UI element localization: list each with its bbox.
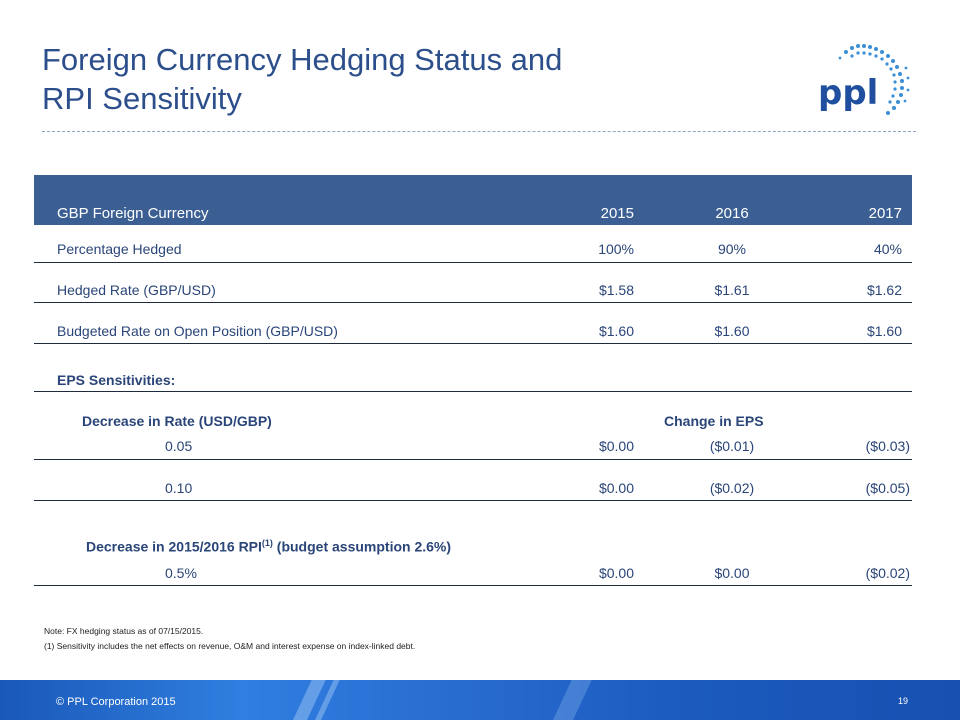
footer-streak	[544, 680, 597, 720]
row-label: Hedged Rate (GBP/USD)	[57, 282, 216, 298]
row-divider	[34, 262, 912, 263]
row-divider	[34, 585, 912, 586]
header-label: GBP Foreign Currency	[57, 205, 209, 222]
row-divider	[34, 391, 912, 392]
cell-2016: ($0.02)	[709, 480, 755, 496]
cell-2015: $0.00	[598, 438, 634, 454]
title-divider	[42, 131, 916, 132]
row-label: Percentage Hedged	[57, 241, 182, 257]
row-label: 0.5%	[165, 565, 197, 581]
fx-sens-col2: Change in EPS	[664, 413, 764, 429]
cell-2017: $1.60	[866, 323, 902, 339]
header-2017: 2017	[868, 205, 902, 222]
row-label: Budgeted Rate on Open Position (GBP/USD)	[57, 323, 338, 339]
note-line-2: (1) Sensitivity includes the net effects on revenue, O&M and interest expense on index-linked debt.	[44, 641, 416, 651]
page-title	[42, 40, 562, 118]
svg-text:ppl: ppl	[818, 73, 879, 113]
footer-bar	[0, 680, 960, 720]
cell-2017: ($0.03)	[865, 438, 910, 454]
cell-2015: $0.00	[598, 565, 634, 581]
eps-label: EPS Sensitivities:	[57, 372, 176, 388]
row-label: 0.05	[165, 438, 193, 454]
footnotes	[44, 624, 415, 654]
cell-2016: 90%	[717, 241, 747, 257]
fx-sens-col1: Decrease in Rate (USD/GBP)	[82, 413, 272, 429]
row-divider	[34, 500, 912, 501]
cell-2016: $0.00	[714, 565, 750, 581]
hedging-table	[34, 175, 912, 581]
cell-2016: $1.60	[714, 323, 750, 339]
cell-2017: 40%	[873, 241, 902, 257]
row-divider	[34, 343, 912, 344]
header-2016: 2016	[715, 205, 749, 222]
cell-2015: $1.58	[598, 282, 634, 298]
row-label: 0.10	[165, 480, 193, 496]
title-line-2: RPI Sensitivity	[42, 81, 242, 116]
cell-2015: 100%	[598, 241, 634, 257]
row-divider	[34, 459, 912, 460]
page-number: 19	[897, 696, 908, 706]
footnote-ref: (1)	[261, 538, 273, 548]
cell-2017: $1.62	[866, 282, 902, 298]
cell-2015: $0.00	[598, 480, 634, 496]
rpi-sens-label: Decrease in 2015/2016 RPI$^{(1)}$ (budget assumption 2.6%)	[86, 538, 452, 555]
table-header	[34, 175, 912, 225]
copyright: © PPL Corporation 2015	[56, 696, 176, 708]
ppl-logo	[806, 38, 916, 124]
header-2015: 2015	[600, 205, 634, 222]
cell-2017: ($0.02)	[865, 565, 910, 581]
note-line-1: Note: FX hedging status as of 07/15/2015.	[44, 626, 204, 636]
title-line-1: Foreign Currency Hedging Status and	[42, 42, 563, 77]
cell-2016: ($0.01)	[709, 438, 755, 454]
cell-2016: $1.61	[714, 282, 750, 298]
cell-2015: $1.60	[598, 323, 634, 339]
cell-2017: ($0.05)	[865, 480, 910, 496]
row-divider	[34, 302, 912, 303]
